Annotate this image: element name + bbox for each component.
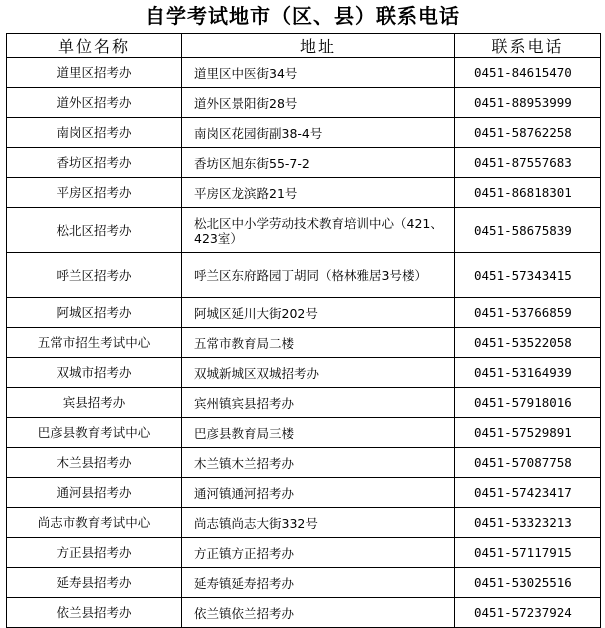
phone-cell: 0451-57423417 bbox=[455, 478, 601, 508]
address-cell: 通河镇通河招考办 bbox=[182, 478, 455, 508]
unit-name-cell: 阿城区招考办 bbox=[7, 298, 182, 328]
table-row bbox=[7, 418, 601, 448]
phone-cell: 0451-57343415 bbox=[455, 253, 601, 298]
phone-cell: 0451-53766859 bbox=[455, 298, 601, 328]
unit-name-cell: 宾县招考办 bbox=[7, 388, 182, 418]
table-row bbox=[7, 298, 601, 328]
address-cell: 呼兰区东府路园丁胡同（格林雅居3号楼） bbox=[182, 253, 455, 298]
table-row bbox=[7, 118, 601, 148]
unit-name-cell: 五常市招生考试中心 bbox=[7, 328, 182, 358]
table-row bbox=[7, 208, 601, 253]
table-row bbox=[7, 253, 601, 298]
contact-table bbox=[6, 33, 601, 628]
table-header-row bbox=[7, 34, 601, 58]
address-cell: 香坊区旭东街55-7-2 bbox=[182, 148, 455, 178]
address-cell: 南岗区花园街副38-4号 bbox=[182, 118, 455, 148]
table-row bbox=[7, 478, 601, 508]
unit-name-cell: 平房区招考办 bbox=[7, 178, 182, 208]
address-cell: 依兰镇依兰招考办 bbox=[182, 598, 455, 628]
phone-cell: 0451-57918016 bbox=[455, 388, 601, 418]
unit-name-cell: 南岗区招考办 bbox=[7, 118, 182, 148]
table-row bbox=[7, 358, 601, 388]
table-row bbox=[7, 448, 601, 478]
address-cell: 双城新城区双城招考办 bbox=[182, 358, 455, 388]
phone-cell: 0451-86818301 bbox=[455, 178, 601, 208]
table-row bbox=[7, 508, 601, 538]
unit-name-cell: 巴彦县教育考试中心 bbox=[7, 418, 182, 448]
unit-name-cell: 木兰县招考办 bbox=[7, 448, 182, 478]
address-cell: 木兰镇木兰招考办 bbox=[182, 448, 455, 478]
table-row bbox=[7, 598, 601, 628]
address-cell: 延寿镇延寿招考办 bbox=[182, 568, 455, 598]
unit-name-cell: 双城市招考办 bbox=[7, 358, 182, 388]
table-row bbox=[7, 538, 601, 568]
phone-cell: 0451-57237924 bbox=[455, 598, 601, 628]
address-cell: 平房区龙滨路21号 bbox=[182, 178, 455, 208]
table-row bbox=[7, 328, 601, 358]
address-cell: 道外区景阳街28号 bbox=[182, 88, 455, 118]
table-row bbox=[7, 88, 601, 118]
unit-name-cell: 松北区招考办 bbox=[7, 208, 182, 253]
page-title: 自学考试地市（区、县）联系电话 bbox=[145, 4, 460, 28]
unit-name-cell: 香坊区招考办 bbox=[7, 148, 182, 178]
phone-cell: 0451-88953999 bbox=[455, 88, 601, 118]
phone-cell: 0451-57087758 bbox=[455, 448, 601, 478]
phone-cell: 0451-84615470 bbox=[455, 58, 601, 88]
column-header-unit: 单位名称 bbox=[7, 34, 182, 58]
unit-name-cell: 依兰县招考办 bbox=[7, 598, 182, 628]
address-cell: 阿城区延川大街202号 bbox=[182, 298, 455, 328]
table-row bbox=[7, 388, 601, 418]
address-cell: 宾州镇宾县招考办 bbox=[182, 388, 455, 418]
phone-cell: 0451-58762258 bbox=[455, 118, 601, 148]
phone-cell: 0451-58675839 bbox=[455, 208, 601, 253]
phone-cell: 0451-57117915 bbox=[455, 538, 601, 568]
address-cell: 道里区中医街34号 bbox=[182, 58, 455, 88]
unit-name-cell: 通河县招考办 bbox=[7, 478, 182, 508]
address-cell: 松北区中小学劳动技术教育培训中心（421、423室） bbox=[182, 208, 455, 253]
unit-name-cell: 道外区招考办 bbox=[7, 88, 182, 118]
address-cell: 尚志镇尚志大街332号 bbox=[182, 508, 455, 538]
unit-name-cell: 尚志市教育考试中心 bbox=[7, 508, 182, 538]
unit-name-cell: 道里区招考办 bbox=[7, 58, 182, 88]
table-row bbox=[7, 178, 601, 208]
phone-cell: 0451-87557683 bbox=[455, 148, 601, 178]
address-cell: 方正镇方正招考办 bbox=[182, 538, 455, 568]
table-row bbox=[7, 58, 601, 88]
unit-name-cell: 延寿县招考办 bbox=[7, 568, 182, 598]
table-row bbox=[7, 148, 601, 178]
address-cell: 五常市教育局二楼 bbox=[182, 328, 455, 358]
phone-cell: 0451-53164939 bbox=[455, 358, 601, 388]
column-header-phone: 联系电话 bbox=[455, 34, 601, 58]
phone-cell: 0451-53025516 bbox=[455, 568, 601, 598]
phone-cell: 0451-53522058 bbox=[455, 328, 601, 358]
column-header-address: 地址 bbox=[182, 34, 455, 58]
phone-cell: 0451-53323213 bbox=[455, 508, 601, 538]
table-row bbox=[7, 568, 601, 598]
phone-cell: 0451-57529891 bbox=[455, 418, 601, 448]
address-cell: 巴彦县教育局三楼 bbox=[182, 418, 455, 448]
unit-name-cell: 方正县招考办 bbox=[7, 538, 182, 568]
unit-name-cell: 呼兰区招考办 bbox=[7, 253, 182, 298]
